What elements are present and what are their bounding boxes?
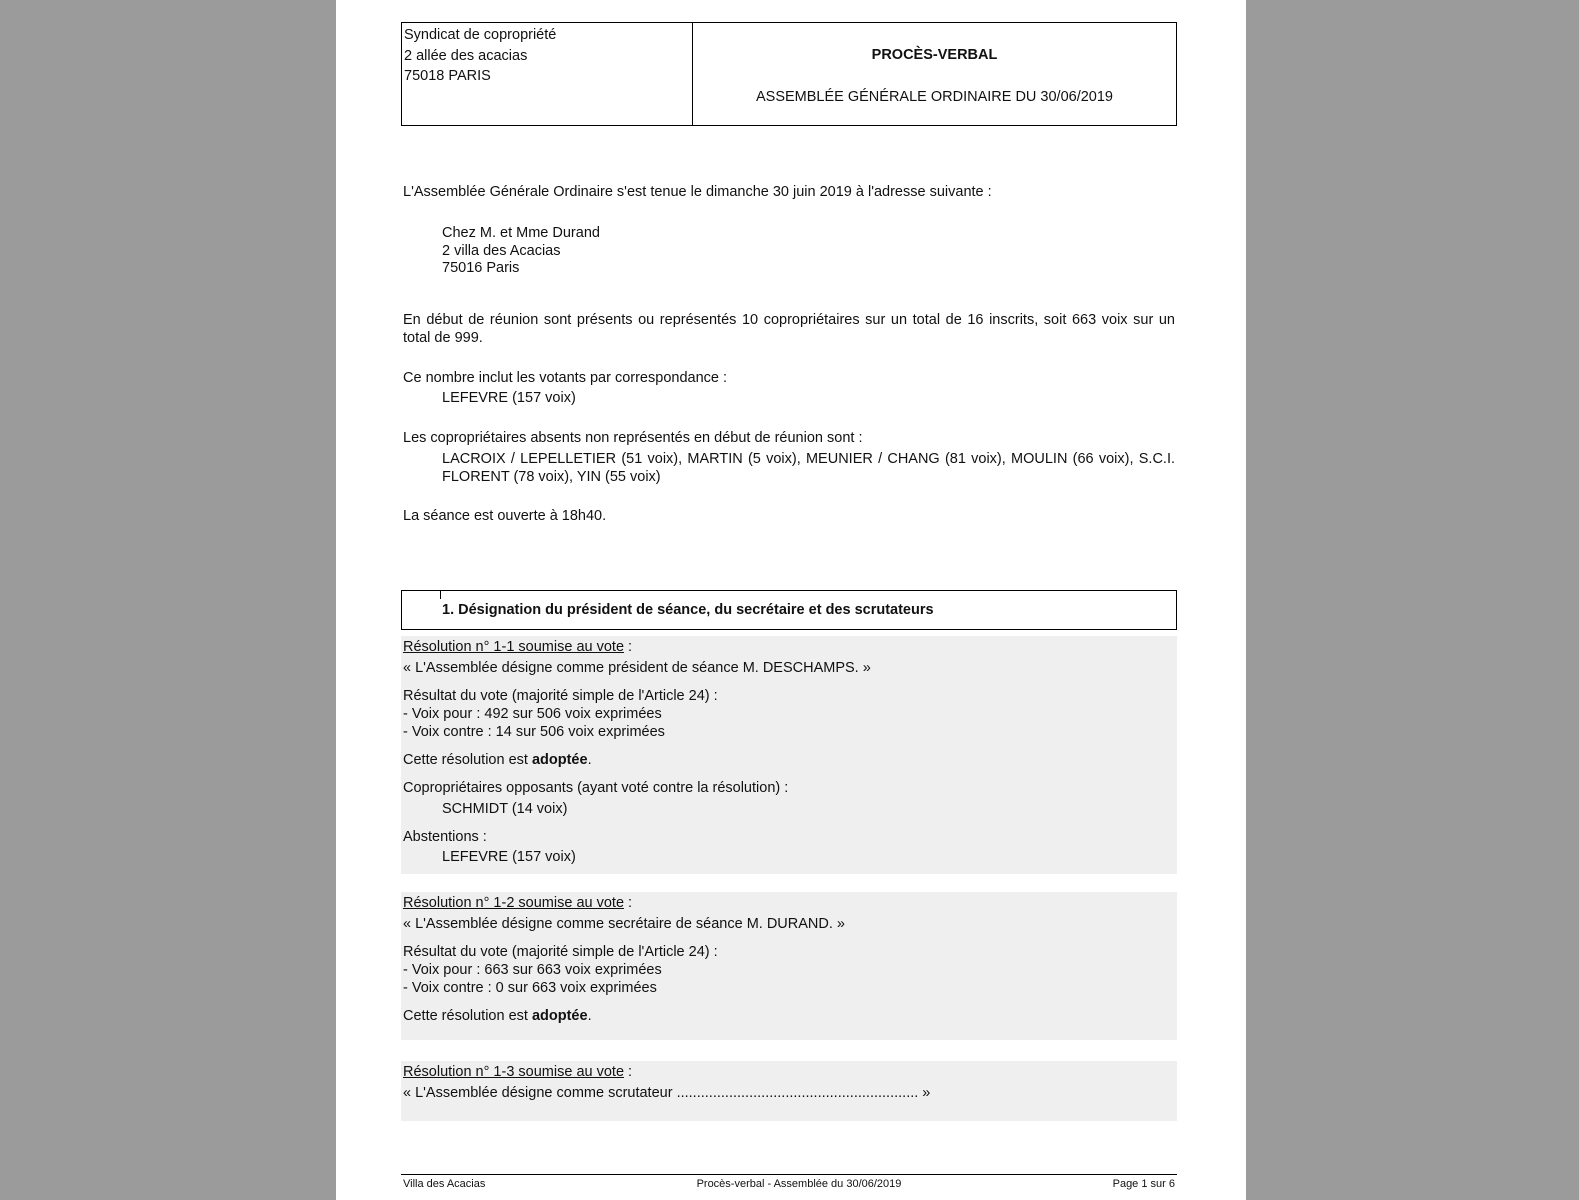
correspondence-names: LEFEVRE (157 voix) [442,390,576,406]
page-footer [401,1174,1177,1190]
syndicat-line: 2 allée des acacias [404,47,528,64]
status-suffix: . [587,1008,592,1024]
spacer [403,741,1175,751]
resolution-heading [403,638,1175,656]
status-value: adoptée [531,1008,588,1024]
opening-time: La séance est ouverte à 18h40. [403,508,607,524]
meeting-address [403,225,600,278]
resolution-1-3 [401,1061,1177,1121]
opponents-names: SCHMIDT (14 voix) [442,801,568,817]
document-title: PROCÈS-VERBAL [871,47,998,63]
resolution-status [403,751,1175,769]
abstentions-names: LEFEVRE (157 voix) [442,849,576,865]
absent-names: LACROIX / LEPELLETIER (51 voix), MARTIN (5 voix), MEUNIER / CHANG (81 voix), MOULIN (66 voix), S.C.I. FLORENT (78 voix), YIN (55 voix) [442,451,1175,485]
resolution-heading [403,1063,1175,1081]
votes-against: - Voix contre : 14 sur 506 voix exprimées [403,724,665,740]
header-title-cell [693,23,1176,125]
result-label: Résultat du vote (majorité simple de l'Article 24) : [403,688,718,704]
section-tick [440,591,441,599]
absent-label: Les copropriétaires absents non représentés en début de réunion sont : [403,430,863,446]
spacer [403,818,1175,828]
address-line: 75016 Paris [442,260,520,276]
intro-sentence: L'Assemblée Générale Ordinaire s'est tenue le dimanche 30 juin 2019 à l'adresse suivante : [403,184,992,200]
votes-against: - Voix contre : 0 sur 663 voix exprimées [403,980,657,996]
spacer [403,997,1175,1007]
address-line: Chez M. et Mme Durand [442,225,600,241]
footer-center: Procès-verbal - Assemblée du 30/06/2019 [696,1178,902,1190]
section-heading [401,590,1177,630]
resolution-1-2 [401,892,1177,1040]
spacer [403,677,1175,687]
resolution-suffix: : [624,895,633,911]
attendance-text: En début de réunion sont présents ou représentés 10 copropriétaires sur un total de 16 inscrits, soit 663 voix sur un total de 999. [403,312,1175,346]
resolution-label: Résolution n° 1-2 soumise au vote [403,895,625,911]
spacer [403,933,1175,943]
document-page [336,0,1246,1200]
footer-page-number: Page 1 sur 6 [1112,1178,1175,1190]
votes-for: - Voix pour : 492 sur 506 voix exprimées [403,706,662,722]
resolution-suffix: : [624,1064,633,1080]
syndicat-line: Syndicat de copropriété [404,27,557,43]
resolution-label: Résolution n° 1-1 soumise au vote [403,639,625,655]
correspondence-label: Ce nombre inclut les votants par correspondance : [403,370,728,386]
votes-for: - Voix pour : 663 sur 663 voix exprimées [403,962,662,978]
status-suffix: . [587,752,592,768]
syndicat-line: 75018 PARIS [404,68,491,84]
address-line: 2 villa des Acacias [442,242,561,259]
spacer [403,769,1175,779]
resolution-text: « L'Assemblée désigne comme président de séance M. DESCHAMPS. » [403,660,871,676]
resolution-status [403,1007,1175,1025]
resolution-text: « L'Assemblée désigne comme secrétaire de séance M. DURAND. » [403,916,845,932]
section-title: 1. Désignation du président de séance, du secrétaire et des scrutateurs [442,602,934,618]
resolution-text: « L'Assemblée désigne comme scrutateur ............................................................ » [403,1085,931,1101]
resolution-heading [403,894,1175,912]
resolution-suffix: : [624,639,633,655]
abstentions-label: Abstentions : [403,829,487,845]
document-content [401,22,1177,1101]
document-subtitle: ASSEMBLÉE GÉNÉRALE ORDINAIRE DU 30/06/2019 [755,89,1113,105]
header-table [401,22,1177,126]
status-prefix: Cette résolution est [403,1008,532,1024]
status-value: adoptée [531,752,588,768]
syndicat-address [402,23,693,125]
resolution-label: Résolution n° 1-3 soumise au vote [403,1064,625,1080]
resolution-1-1 [401,636,1177,874]
opponents-label: Copropriétaires opposants (ayant voté contre la résolution) : [403,780,789,796]
status-prefix: Cette résolution est [403,752,532,768]
footer-left: Villa des Acacias [403,1178,486,1190]
result-label: Résultat du vote (majorité simple de l'Article 24) : [403,944,718,960]
